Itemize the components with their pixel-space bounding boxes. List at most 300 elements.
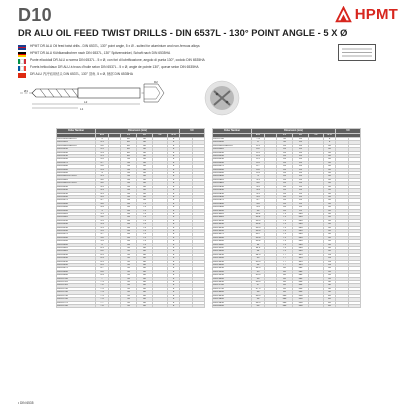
l2-cell: 91 <box>293 178 309 181</box>
diameter-cell: 4.8 <box>96 202 109 205</box>
l1-cell: 53 <box>121 260 137 263</box>
lang-text-de: HPMT DR ALU Kühlkanalbohrer nach DIN 6537L, 130° Spitzenwinkel, Schaft nach DIN 6535HA <box>30 51 171 55</box>
shank-cell: 12 <box>324 236 336 239</box>
diameter-cell: 9.3 <box>252 185 265 188</box>
shank-cell: 8 <box>168 189 180 192</box>
l1-cell: 77 <box>277 260 293 263</box>
l1-cell: 93 <box>277 281 293 284</box>
diameter-cell: 11 <box>252 243 265 246</box>
diameter-cell: 17 <box>252 284 265 287</box>
order-number-cell: D10-1020 <box>213 216 252 219</box>
l2-cell: 82 <box>137 274 153 277</box>
shank-cell: 8 <box>168 236 180 239</box>
order-number-cell: D10-0560 <box>57 229 96 232</box>
diameter-cell: 10.6 <box>252 229 265 232</box>
diameter-cell: 19.5 <box>252 301 265 304</box>
l1-cell: 77 <box>277 257 293 260</box>
order-number-cell: D10-0520 <box>57 216 96 219</box>
order-number-cell: D10-0360 <box>57 158 96 161</box>
drill-tip-photo <box>205 81 239 115</box>
diameter-cell: 11.5 <box>252 247 265 250</box>
lang-row-de <box>18 51 378 57</box>
order-number-cell: D10-0650 <box>57 260 96 263</box>
diameter-cell: 6.3 <box>96 253 109 256</box>
l2-cell: 91 <box>293 209 309 212</box>
shank-cell: 8 <box>168 250 180 253</box>
l1-cell: 61 <box>277 148 293 151</box>
shank-cell: 8 <box>168 165 180 168</box>
order-number-cell: D10-0790 <box>213 138 252 141</box>
order-number-cell: D10-1550 <box>213 274 252 277</box>
l1-cell: 44 <box>121 216 137 219</box>
l2-cell: 91 <box>293 144 309 147</box>
l1-cell: 61 <box>277 182 293 185</box>
order-number-cell: D10-1150 <box>213 247 252 250</box>
shank-cell: 8 <box>168 291 180 294</box>
l2-cell: 121 <box>293 277 309 280</box>
diameter-cell: 10.2 <box>252 216 265 219</box>
l1-cell: 44 <box>121 206 137 209</box>
shank-cell: 8 <box>168 168 180 171</box>
diameter-cell: 7.6 <box>96 298 109 301</box>
l1-cell: 61 <box>277 209 293 212</box>
order-number-cell: D10-0730 <box>57 287 96 290</box>
diameter-cell: 9.1 <box>252 178 265 181</box>
l1-cell: 53 <box>277 141 293 144</box>
shank-cell: 8 <box>168 175 180 178</box>
l2-cell: 82 <box>137 291 153 294</box>
order-number-cell: D10-0450 <box>57 192 96 195</box>
order-number-cell: D10-0590 <box>57 240 96 243</box>
order-number-cell: D10-0640 <box>57 257 96 260</box>
l1-cell: 44 <box>121 212 137 215</box>
diameter-cell: 6.5 <box>96 260 109 263</box>
l2-cell: 91 <box>293 141 309 144</box>
l1-cell: 61 <box>277 178 293 181</box>
order-number-cell: D10-0350 <box>57 155 96 158</box>
diameter-cell: 13.5 <box>252 260 265 263</box>
l1-cell: 71 <box>277 247 293 250</box>
l1-cell: 44 <box>121 243 137 246</box>
diameter-cell: 9.6 <box>252 195 265 198</box>
shank-cell: 12 <box>324 216 336 219</box>
l2-cell: 91 <box>293 192 309 195</box>
l2-cell: 62 <box>137 138 153 141</box>
order-number-cell: D10-0620 <box>57 250 96 253</box>
shank-cell: 8 <box>168 229 180 232</box>
shank-cell: 8 <box>168 141 180 144</box>
l1-cell: 61 <box>277 195 293 198</box>
shank-cell: 10 <box>324 202 336 205</box>
diameter-cell: 6.8 <box>96 270 109 273</box>
l1-cell: 93 <box>277 287 293 290</box>
diameter-cell: 6 <box>96 243 109 246</box>
l2-cell: 66 <box>137 189 153 192</box>
l2-cell: 74 <box>137 229 153 232</box>
l2-cell: 121 <box>293 267 309 270</box>
order-number-cell: D10-0340 <box>57 151 96 154</box>
l1-cell: 53 <box>121 274 137 277</box>
diameter-cell: 7.9 <box>252 138 265 141</box>
brand-logo <box>335 6 398 23</box>
diameter-cell: 8.2 <box>252 148 265 151</box>
diameter-cell: 5.2 <box>96 216 109 219</box>
l1-cell: 28 <box>121 141 137 144</box>
shank-cell: 12 <box>324 250 336 253</box>
shank-cell: 14 <box>324 260 336 263</box>
col-header-uc: UC <box>180 129 205 134</box>
l2-cell: 91 <box>293 189 309 192</box>
tolerance-cell <box>265 304 277 307</box>
shank-cell: 10 <box>324 195 336 198</box>
l2-cell: 103 <box>293 212 309 215</box>
diameter-cell: 7.2 <box>96 284 109 287</box>
l1-cell: 61 <box>277 189 293 192</box>
l2-cell: 62 <box>137 144 153 147</box>
diameter-cell: 10.4 <box>252 223 265 226</box>
l1-cell: 53 <box>121 287 137 290</box>
drawing-label-l2: L2 <box>84 100 88 104</box>
l2-cell: 82 <box>137 298 153 301</box>
order-number-cell: D10-1030 <box>213 219 252 222</box>
table-row <box>213 304 361 307</box>
diameter-cell: 16 <box>252 277 265 280</box>
l1-cell: 53 <box>121 284 137 287</box>
l2-cell: 74 <box>137 219 153 222</box>
diameter-cell: 3.5 <box>96 155 109 158</box>
shank-cell: 18 <box>324 291 336 294</box>
order-number-cell: D10-1010 <box>213 212 252 215</box>
diameter-cell: 7.8 <box>96 304 109 307</box>
l2-cell: 91 <box>293 168 309 171</box>
diameter-cell: 3 <box>96 138 109 141</box>
din-standard-stamp <box>338 44 376 61</box>
diameter-cell: 20 <box>252 304 265 307</box>
order-number-cell: D10-0700 <box>57 277 96 280</box>
diameter-cell: 5.4 <box>96 223 109 226</box>
shank-cell: 10 <box>324 199 336 202</box>
order-number-cell: D10-1100 <box>213 243 252 246</box>
shank-cell: 18 <box>324 281 336 284</box>
diameter-cell: 10.3 <box>252 219 265 222</box>
l1-cell: 71 <box>277 236 293 239</box>
diameter-cell: 5.9 <box>96 240 109 243</box>
l1-cell: 53 <box>121 257 137 260</box>
shank-cell: 8 <box>168 274 180 277</box>
order-number-cell: D10-0630 <box>57 253 96 256</box>
l1-cell: 53 <box>121 298 137 301</box>
shank-cell: 8 <box>168 284 180 287</box>
order-number-cell: D10-0320-088-C4 <box>57 144 96 147</box>
l1-cell: 28 <box>121 151 137 154</box>
diameter-cell: 3.1 <box>96 141 109 144</box>
diameter-cell: 18 <box>252 291 265 294</box>
order-number-cell: D10-0430 <box>57 185 96 188</box>
shank-cell: 8 <box>168 138 180 141</box>
shank-cell: 10 <box>324 209 336 212</box>
order-number-cell: D10-0740 <box>57 291 96 294</box>
shank-cell: 8 <box>168 219 180 222</box>
shank-cell: 8 <box>168 202 180 205</box>
l1-cell: 77 <box>277 264 293 267</box>
diameter-cell: 5.6 <box>96 229 109 232</box>
l2-cell: 82 <box>137 250 153 253</box>
order-number-cell: D10-1450 <box>213 267 252 270</box>
l1-cell: 53 <box>121 277 137 280</box>
order-number-cell: D10-1750 <box>213 287 252 290</box>
diameter-cell: 4.1 <box>96 175 109 178</box>
l1-cell: 34 <box>121 182 137 185</box>
l2-cell: 131 <box>293 291 309 294</box>
diameter-cell: 8 <box>252 141 265 144</box>
l1-cell: 101 <box>277 301 293 304</box>
l1-cell: 44 <box>121 229 137 232</box>
l1-cell: 71 <box>277 250 293 253</box>
shank-cell: 10 <box>324 165 336 168</box>
diameter-cell: 4.4 <box>96 189 109 192</box>
l2-cell: 91 <box>293 151 309 154</box>
col-header-dimension-right: Dimension (mm) <box>252 129 336 134</box>
l2-cell: 62 <box>137 148 153 151</box>
l1-cell: 34 <box>121 158 137 161</box>
diameter-cell: 6.4 <box>96 257 109 260</box>
shank-cell: 12 <box>324 212 336 215</box>
shank-cell: 8 <box>168 209 180 212</box>
diameter-cell: 7.1 <box>96 281 109 284</box>
shank-cell: 8 <box>168 206 180 209</box>
order-number-cell: D10-0930 <box>213 185 252 188</box>
order-number-cell: D10-0920 <box>213 182 252 185</box>
diameter-cell: 15 <box>252 270 265 273</box>
shank-cell: 6 <box>168 243 180 246</box>
shank-cell: 18 <box>324 284 336 287</box>
shank-cell: 8 <box>168 151 180 154</box>
l1-cell: 44 <box>121 219 137 222</box>
hpmt-logo-icon <box>335 6 352 23</box>
order-number-cell: D10-0310 <box>57 141 96 144</box>
shank-cell: 8 <box>168 257 180 260</box>
l2-cell: 113 <box>293 264 309 267</box>
shank-cell: 10 <box>324 192 336 195</box>
l1-cell: 44 <box>121 240 137 243</box>
diameter-cell: 8.1 <box>252 144 265 147</box>
order-number-cell: D10-0380 <box>57 165 96 168</box>
order-number-cell: D10-0750 <box>57 294 96 297</box>
brand-name: HPMT <box>354 6 398 23</box>
diameter-cell: 10 <box>252 209 265 212</box>
drawing-label-d1: Ø1 <box>24 89 29 93</box>
l2-cell: 66 <box>137 168 153 171</box>
l2-cell: 82 <box>137 301 153 304</box>
l1-cell: 44 <box>121 223 137 226</box>
l1-cell: 77 <box>277 253 293 256</box>
lang-row-en <box>18 44 378 50</box>
diameter-cell: 10.1 <box>252 212 265 215</box>
l2-cell: 103 <box>293 219 309 222</box>
diameter-cell: 5 <box>96 209 109 212</box>
diameter-cell: 4.6 <box>96 195 109 198</box>
l1-cell: 101 <box>277 298 293 301</box>
diameter-cell: 10.8 <box>252 236 265 239</box>
l1-cell: 34 <box>121 172 137 175</box>
l1-cell: 83 <box>277 274 293 277</box>
l1-cell: 44 <box>121 209 137 212</box>
l2-cell: 121 <box>293 270 309 273</box>
l1-cell: 61 <box>277 151 293 154</box>
order-number-cell: D10-0580 <box>57 236 96 239</box>
l1-cell: 44 <box>121 233 137 236</box>
shank-cell: 8 <box>168 260 180 263</box>
diameter-cell: 17.5 <box>252 287 265 290</box>
l1-cell: 71 <box>277 219 293 222</box>
l2-cell: 131 <box>293 281 309 284</box>
l1-cell: 53 <box>121 250 137 253</box>
l1-cell: 71 <box>277 243 293 246</box>
diameter-cell: 9.4 <box>252 189 265 192</box>
order-number-cell: D10-1800 <box>213 291 252 294</box>
shank-cell: 14 <box>324 253 336 256</box>
order-number-cell: D10-0840 <box>213 155 252 158</box>
diameter-cell: 4 <box>96 172 109 175</box>
l2-cell: 103 <box>293 229 309 232</box>
l2-cell: 62 <box>137 155 153 158</box>
diameter-cell: 5.7 <box>96 233 109 236</box>
l2-cell: 74 <box>137 212 153 215</box>
order-number-cell: D10-0420-074-C4 <box>57 182 96 185</box>
shank-cell: 8 <box>168 240 180 243</box>
l2-cell: 74 <box>137 243 153 246</box>
diameter-cell: 8.7 <box>252 165 265 168</box>
l1-cell: 101 <box>277 294 293 297</box>
l1-cell: 53 <box>121 281 137 284</box>
l2-cell: 91 <box>293 158 309 161</box>
shank-cell: 10 <box>324 144 336 147</box>
l1-cell: 83 <box>277 267 293 270</box>
col-header-dimension: Dimension (mm) <box>96 129 180 134</box>
l2-cell: 74 <box>137 202 153 205</box>
l2-cell: 91 <box>293 185 309 188</box>
diameter-cell: 10.9 <box>252 240 265 243</box>
l1-cell: 53 <box>121 253 137 256</box>
col-header-order: Order Number <box>57 129 96 134</box>
shank-cell: 8 <box>168 172 180 175</box>
diameter-cell: 9.8 <box>252 202 265 205</box>
l1-cell: 53 <box>121 291 137 294</box>
l2-cell: 139 <box>293 294 309 297</box>
shank-cell: 16 <box>324 267 336 270</box>
diameter-cell: 16.5 <box>252 281 265 284</box>
order-number-cell: D10-0480 <box>57 202 96 205</box>
order-number-cell: D10-0460 <box>57 195 96 198</box>
diameter-cell: 12 <box>252 250 265 253</box>
col-header-uc-right: UC <box>336 129 361 134</box>
shank-cell: 8 <box>168 182 180 185</box>
shank-cell: 8 <box>168 287 180 290</box>
l2-cell: 91 <box>293 155 309 158</box>
l2-cell: 113 <box>293 253 309 256</box>
l1-cell: 93 <box>277 284 293 287</box>
diameter-cell: 8.4 <box>252 155 265 158</box>
l1-cell: 44 <box>121 202 137 205</box>
l2-cell: 66 <box>137 161 153 164</box>
shank-cell: 8 <box>168 281 180 284</box>
l2-cell: 82 <box>137 294 153 297</box>
shank-cell: 10 <box>324 185 336 188</box>
order-number-cell: D10-1050 <box>213 226 252 229</box>
order-number-cell: D10-0910 <box>213 178 252 181</box>
l2-cell: 91 <box>293 172 309 175</box>
l2-cell: 91 <box>293 199 309 202</box>
l2-cell: 74 <box>137 233 153 236</box>
shank-cell: 20 <box>324 298 336 301</box>
shank-cell: 8 <box>168 304 180 307</box>
col-header-l2: L2 <box>137 134 153 138</box>
l2-cell: 113 <box>293 257 309 260</box>
order-number-cell: D10-0890 <box>213 172 252 175</box>
diameter-cell: 15.5 <box>252 274 265 277</box>
shank-cell: 8 <box>168 270 180 273</box>
order-number-cell: D10-0530 <box>57 219 96 222</box>
l2-cell: 91 <box>293 182 309 185</box>
l1-cell: 61 <box>277 175 293 178</box>
order-number-cell: D10-0810-088-C4 <box>213 144 252 147</box>
order-number-cell: D10-0990 <box>213 206 252 209</box>
diameter-cell: 4.9 <box>96 206 109 209</box>
order-number-cell: D10-1300 <box>213 257 252 260</box>
l2-cell: 91 <box>293 161 309 164</box>
l2-cell: 103 <box>293 250 309 253</box>
shank-cell: 10 <box>324 148 336 151</box>
lang-text-en: HPMT DR ALU Oil feed twist drills - DIN 6537L, 130° point angle, 5 x Ø - suited for aluminium and non-ferrous alloys <box>30 44 200 48</box>
order-number-cell: D10-0820 <box>213 148 252 151</box>
diameter-cell: 3.9 <box>96 168 109 171</box>
order-number-cell: D10-0330 <box>57 148 96 151</box>
order-number-cell: D10-0720 <box>57 284 96 287</box>
diameter-cell: 8.5 <box>252 158 265 161</box>
shank-cell: 8 <box>168 178 180 181</box>
lang-row-it <box>18 58 378 64</box>
shank-cell: 8 <box>324 138 336 141</box>
diameter-cell: 9.7 <box>252 199 265 202</box>
order-number-cell: D10-0440 <box>57 189 96 192</box>
shank-cell: 8 <box>168 216 180 219</box>
diameter-cell: 14.5 <box>252 267 265 270</box>
l1-cell: 44 <box>121 236 137 239</box>
l2-cell: 74 <box>137 206 153 209</box>
shank-cell: 16 <box>324 274 336 277</box>
order-number-cell: D10-0980 <box>213 202 252 205</box>
diameter-cell: 7.5 <box>96 294 109 297</box>
diameter-cell: 8.9 <box>252 172 265 175</box>
diameter-cell: 8.6 <box>252 161 265 164</box>
order-number-cell: D10-0760 <box>57 298 96 301</box>
shank-cell: 12 <box>324 226 336 229</box>
l1-cell: 34 <box>121 195 137 198</box>
l1-cell: 53 <box>121 304 137 307</box>
l2-cell: 66 <box>137 178 153 181</box>
drill-side-view <box>20 88 148 111</box>
l2-cell: 82 <box>137 247 153 250</box>
col-header-shank: Ø d <box>168 134 180 138</box>
order-number-cell: D10-0610 <box>57 247 96 250</box>
shank-cell: 8 <box>168 185 180 188</box>
l2-cell: 82 <box>137 267 153 270</box>
shank-cell: 8 <box>168 144 180 147</box>
dimension-table-right <box>212 128 361 308</box>
shank-cell: 10 <box>324 182 336 185</box>
order-number-cell: D10-1090 <box>213 240 252 243</box>
uc-cell <box>336 304 349 307</box>
